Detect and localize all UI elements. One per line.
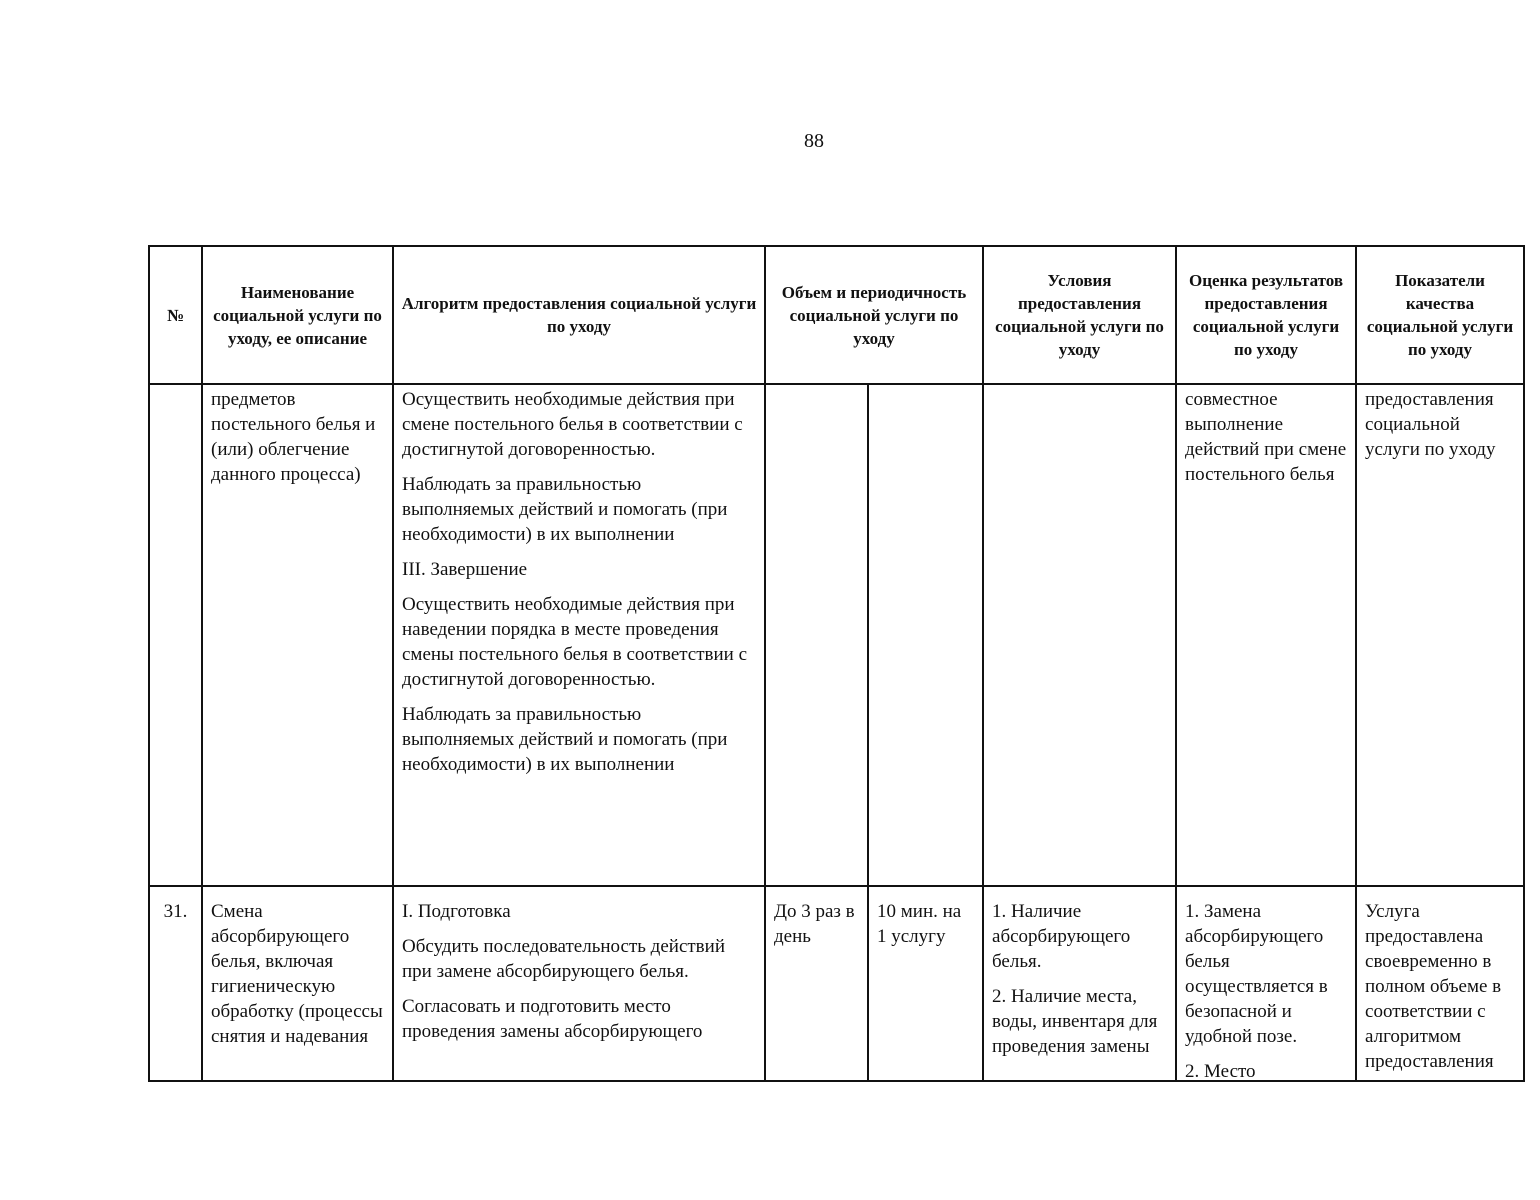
algorithm-step: Наблюдать за правильностью выполняемых действий и помогать (при необходимости) в их выполнении xyxy=(402,474,728,545)
period-cell xyxy=(868,384,983,886)
service-name-cell xyxy=(202,384,393,886)
algorithm-cell xyxy=(393,384,765,886)
header-service-name: Наименование социальной услуги по уходу, ее описание xyxy=(202,246,393,384)
header-conditions: Условия предоставления социальной услуги по уходу xyxy=(983,246,1176,384)
conditions-clip xyxy=(992,899,1167,1079)
algorithm-step: Осуществить необходимые действия при смене постельного белья в соответствии с достигнутой договоренностью. xyxy=(402,389,743,460)
services-table xyxy=(148,245,1525,1082)
quality-text: Услуга предоставлена своевременно в полном объеме в соответствии с алгоритмом предоставления xyxy=(1365,901,1502,1072)
period-cell xyxy=(868,886,983,1081)
evaluation-item: совместное выполнение действий при смене постельного белья xyxy=(1185,389,1347,485)
period-text: 10 мин. на 1 услугу xyxy=(877,901,962,947)
condition-item: 2. Наличие места, воды, инвентаря для проведения замены xyxy=(992,986,1158,1057)
header-algorithm: Алгоритм предоставления социальной услуги по уходу xyxy=(393,246,765,384)
header-volume-period: Объем и периодичность социальной услуги по уходу xyxy=(765,246,983,384)
evaluation-item: 2. Место xyxy=(1185,1061,1256,1079)
volume-text: До 3 раз в день xyxy=(774,901,855,947)
evaluation-cell xyxy=(1176,886,1356,1081)
table-header-row xyxy=(149,246,1524,384)
quality-cell xyxy=(1356,384,1524,886)
page-number: 88 xyxy=(804,130,824,152)
algorithm-step: Согласовать и подготовить место проведения замены абсорбирующего xyxy=(402,996,703,1042)
header-evaluation: Оценка результатов предоставления социальной услуги по уходу xyxy=(1176,246,1356,384)
evaluation-clip xyxy=(1185,899,1347,1079)
evaluation-item: 1. Замена абсорбирующего белья осуществляется в безопасной и удобной позе. xyxy=(1185,901,1328,1047)
algorithm-clip xyxy=(402,899,756,1079)
row-number xyxy=(149,384,202,886)
algorithm-step: I. Подготовка xyxy=(402,901,511,922)
algorithm-step: III. Завершение xyxy=(402,559,528,580)
table-row xyxy=(149,886,1524,1081)
algorithm-cell xyxy=(393,886,765,1081)
algorithm-step: Наблюдать за правильностью выполняемых действий и помогать (при необходимости) в их выполнении xyxy=(402,704,728,775)
volume-cell xyxy=(765,384,868,886)
quality-cell xyxy=(1356,886,1524,1081)
condition-item: 1. Наличие абсорбирующего белья. xyxy=(992,901,1131,972)
header-number: № xyxy=(149,246,202,384)
table-row xyxy=(149,384,1524,886)
conditions-cell xyxy=(983,886,1176,1081)
quality-text: предоставления социальной услуги по уходу xyxy=(1365,389,1496,460)
algorithm-step: Осуществить необходимые действия при наведении порядка в месте проведения смены постельного белья в соответствии с достигнутой договоренностью. xyxy=(402,594,748,690)
service-name-text: Смена абсорбирующего белья, включая гигиеническую обработку (процессы снятия и надевания xyxy=(211,901,383,1047)
header-quality: Показатели качества социальной услуги по уходу xyxy=(1356,246,1524,384)
algorithm-step: Обсудить последовательность действий при замене абсорбирующего белья. xyxy=(402,936,725,982)
conditions-cell xyxy=(983,384,1176,886)
row-number xyxy=(149,886,202,1081)
service-name-cell xyxy=(202,886,393,1081)
service-name-text: предметов постельного белья и (или) облегчение данного процесса) xyxy=(211,389,376,485)
volume-cell xyxy=(765,886,868,1081)
evaluation-cell xyxy=(1176,384,1356,886)
row-number-text: 31. xyxy=(163,901,188,922)
